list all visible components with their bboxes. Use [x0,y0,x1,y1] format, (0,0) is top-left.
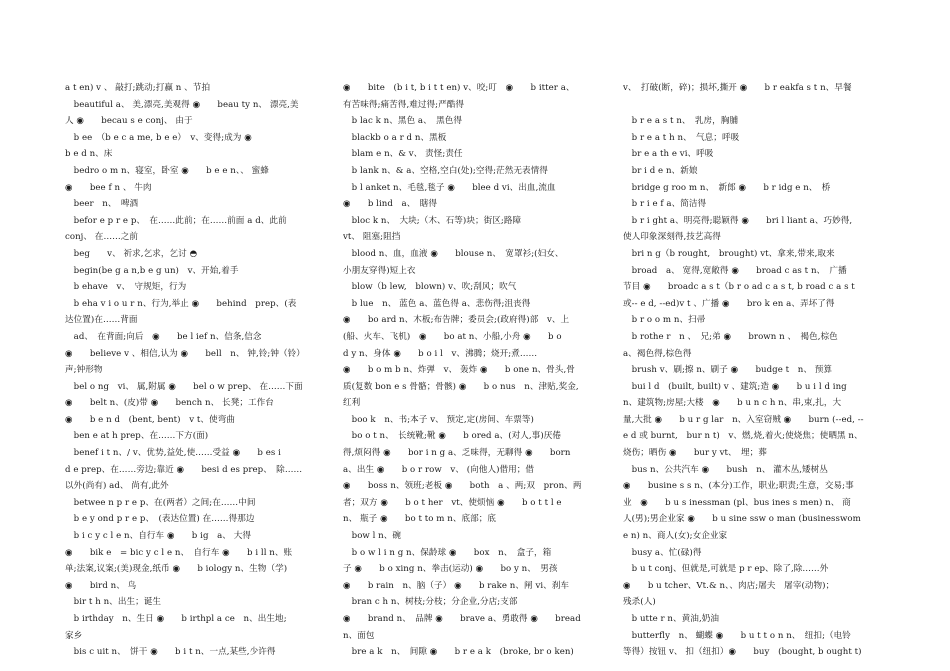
text-line: bow l n、碗 [343,531,402,542]
text-line: blackb o a r d n、黑板 [343,132,447,143]
text-line: begin(be g a n,b e g un) v、开始,着手 [65,265,239,276]
text-line: 声;钟形物 [65,365,103,376]
text-line: ◉ b o m b n、炸弹 v、 轰炸 ◉ b one n、骨头,骨 [343,365,575,376]
text-line: b r e a t h n、 气息；呼吸 [623,132,740,143]
text-line: b i c y c l e n、自行车 ◉ b ig a、 大得 [65,531,252,542]
text-line: bre a k n、 间隙 ◉ b r e a k (broke, br o ken) [343,647,574,658]
text-line: ◉ busine s s n、(本分)工作，职业;职责;生意，交易;事 [623,481,854,492]
text-line: v、 打破(断，碎)；损坏,撕开 ◉ b r eakfa s t n、早餐 [623,83,852,93]
text-line: b lank n、& a、空格,空白(处);空得;茫然无表情得 [343,165,548,176]
text-line: b eha v i o u r n、行为,举止 ◉ behind prep、(表 [65,298,297,309]
text-line: 家乡 [65,630,83,641]
text-line: beg v、 祈求,乞求，乞讨 ◓ [65,248,198,259]
text-line: b r o o m n、扫帚 [623,315,706,326]
text-line: 业 ◉ b u s inessman (pl、bus ines s men) n、 商 [623,497,851,508]
column-middle [343,80,605,661]
text-line: bloc k n、 大块;（木、石等)块；街区;路障 [343,215,522,226]
text-line: ◉ b lind a、 瞎得 [343,199,437,210]
text-line: 以外(尚有) ad、 尚有,此外 [65,481,169,492]
text-line: (船、火车、飞机) ◉ bo at n、小船,小舟 ◉ b o [343,331,562,342]
text-line: ◉ boss n、领班;老板 ◉ both a 、两;双 pron、两 [343,481,582,492]
text-line: 子 ◉ b o xing n、拳击(运动) ◉ bo y n、 男孩 [343,564,558,575]
text-line: bui l d (built, built) v 、建筑;造 ◉ b u i l d ing [623,381,847,392]
text-line: ◉ b u tcher、Vt.& n、、肉店;屠夫 屠宰(动物)； [623,580,835,591]
text-line: 得,烦闷得 ◉ bor i n g a、乏味得，无聊得 ◉ born [343,448,571,459]
text-line: bedro o m n、寝室，卧室 ◉ b e e n、、 蜜蜂 [65,165,269,176]
text-line: bo o t n、 长统靴;靴 ◉ b ored a、(对人,事)厌倦 [343,431,562,442]
text-line: ad、 在背面;向后 ◉ be l ief n、信条,信念 [65,331,262,342]
text-line: blam e n、& v、 责怪;责任 [343,149,463,160]
text-line: blow（b lew, blown) v、吹;刮风；吹气 [343,282,517,293]
text-line: ◉ bik e = bic y c l e n、 自行车 ◉ b i ll n、账 [65,547,293,558]
text-line: 节目 ◉ broadc a s t（b r o ad c a s t, b road c a s t [623,282,855,293]
text-line: a、褐色得,棕色得 [623,348,692,359]
text-line: b ee （b e c a me, b e e） v、变得;成为 ◉ [65,132,252,143]
text-line: 者；双方 ◉ b o t her vt、使烦恼 ◉ b o t t l e [343,497,562,508]
text-line: butterfly n、 蝴蝶 ◉ b u t t o n n、 纽扣;（电铃 [623,630,851,641]
text-line: b lue n、 蓝色 a、蓝色得 a、悲伤得;沮丧得 [343,298,531,309]
text-line: d y n、身体 ◉ b o i l v、沸腾；烧开;煮…… [343,348,538,359]
text-line: 使人印象深刻得,技艺高得 [623,232,721,243]
text-line: conj、 在……之前 [65,232,139,243]
text-line: bri n g（b rought, brought) vt、拿来,带来,取来 [623,248,835,259]
text-line [623,97,885,114]
text-line: n、面包 [343,630,375,641]
text-line: b e y ond p r e p、 (表达位置) 在……得那边 [65,514,255,525]
text-line: n、 瓶子 ◉ bo t to m n、底部；底 [343,514,497,525]
text-line: b e d n、床 [65,149,113,160]
text-line: ◉ bee f n 、 牛肉 [65,182,152,193]
text-line: b r e a s t n、 乳房，胸脯 [623,116,739,127]
text-line: betwee n p r e p、在(两者）之间;在……中间 [65,497,256,508]
text-line: ◉ b e n d (bent, bent) v t、使弯曲 [65,414,235,425]
text-line: b r i e f a、简洁得 [623,199,707,210]
text-line: ◉ bird n、 鸟 [65,580,137,591]
text-line: 人 ◉ becau s e conj、 由于 [65,116,193,127]
text-line: b lac k n、黑色 a、 黑色得 [343,116,463,127]
text-line: 小朋友穿得)短上衣 [343,265,416,276]
text-line: ben e at h prep、在……下方(面) [65,431,209,442]
text-line: b u t conj、但就是,可就是 p r ep、除了,除……外 [623,564,829,575]
text-line: b l anket n、毛毯,毯子 ◉ blee d vi、出血,流血 [343,182,556,193]
text-line: d e prep、在……旁边;靠近 ◉ besi d es prep、 除…… [65,464,303,475]
text-line: busy a、忙(碌)得 [623,547,702,558]
text-line: br e a th e vi、呼吸 [623,149,714,160]
text-line: blood n、血，血液 ◉ blouse n、 宽罩衫;(妇女、 [343,248,564,259]
text-line: e d 或 burnt, bur n t) v、燃,烧,着火;使烧焦；使晒黑 n、 [623,431,863,442]
text-line: 人(男);男企业家 ◉ b u sine ssw o man (businesswom [623,514,861,525]
text-line: benef i t n、/ v、优势,益处,使……受益 ◉ b es i [65,448,281,459]
text-line: brush v、刷;擦 n、刷子 ◉ budge t n、 预算 [623,365,833,376]
text-line: 单;法案,议案;(美)现金,纸币 ◉ b iology n、生物（学) [65,564,288,575]
text-line: bel o ng vi、 属,附属 ◉ bel o w prep、 在……下面 [65,381,303,392]
text-line: bus n、公共汽车 ◉ bush n、 灌木丛,矮树丛 [623,464,828,475]
text-line: bran c h n、树枝;分枝；分企业,分店;支部 [343,597,518,608]
text-line: ◉ bo ard n、木板;布告牌；委员会;(政府得)部 v、上 [343,315,570,326]
text-line: 等得）按钮 v、 扣（纽扣）◉ buy (bought, b ought t) [623,647,862,658]
text-line: br i d e n、新娘 [623,165,698,176]
text-line: 红利 [343,398,361,409]
text-line: ◉ brand n、 品牌 ◉ brave a、勇敢得 ◉ bread [343,614,581,624]
text-line: e n) n、商人(女);女企业家 [623,531,728,542]
text-line: boo k n、书;本子 v、 预定,定(房间、车票等) [343,414,534,425]
text-line: b r i ght a、明亮得;聪颖得 ◉ bri l liant a、巧妙得, [623,215,853,226]
text-line: a、出生 ◉ b o r row v、 (向他人)借用；借 [343,464,535,475]
text-line: 或-- e d, --ed)v t 、广播 ◉ bro k en a、弄坏了得 [623,298,835,309]
text-line: n、建筑物;房屋;大楼 ◉ b u n c h n、串,束,扎，大 [623,398,842,409]
text-line: b irthday n、生日 ◉ b irthpl a ce n、出生地; [65,614,287,624]
text-line: 有苦味得;痛苦得,难过得;严酷得 [343,99,465,110]
text-line: ◉ belt n、(皮)带 ◉ bench n、 长凳；工作台 [65,398,274,409]
text-line: beautiful a、 美,漂亮,美观得 ◉ beau ty n、 漂亮,美 [65,99,299,110]
column-left [65,80,327,661]
text-line: ◉ bite (b i t, b i t t en) v、咬;叮 ◉ b itter a、 [343,83,575,93]
text-line: b rothe r n 、 兄;弟 ◉ brown n 、 褐色,棕色 [623,331,838,342]
text-line: 烧伤；晒伤 ◉ bur y vt、 埋；葬 [623,448,767,459]
text-line: bis c uit n、 饼干 ◉ b i t n、一点,某些,少许得 [65,647,276,658]
text-line: 量,大批 ◉ b u r g lar n、入室窃贼 ◉ burn (--ed, -- [623,414,864,425]
text-line: befor e p r e p、 在……此前；在……前面 a d、此前 [65,215,287,226]
text-line: b ehave v、 守规矩，行为 [65,282,187,293]
text-line: 质(复数 bon e s 骨骼；骨骸) ◉ b o nus n、津贴,奖金, [343,381,579,392]
text-line: a t en) v 、 敲打;跳动;打赢 n 、节拍 [65,83,211,93]
text-line: 残杀(人) [623,597,656,608]
text-line: bir t h n、出生；诞生 [65,597,162,608]
text-line: vt、 阻塞;阻挡 [343,232,401,243]
text-line: broad a、 宽得,宽敞得 ◉ broad c as t n、 广播 [623,265,847,276]
text-line: ◉ b rain n、脑（子） ◉ b rake n、闸 vi、刹车 [343,580,570,591]
text-line: b utte r n、黄油,奶油 [623,614,720,624]
text-line: beer n、 啤酒 [65,199,139,210]
text-line: bridge g roo m n、 新郎 ◉ b r idg e n、 桥 [623,182,831,193]
column-right [623,80,885,661]
text-line: ◉ believe v 、相信,认为 ◉ bell n、 钟,铃;钟（铃） [65,348,305,359]
text-line: b o w l i n g n、保龄球 ◉ box n、 盒子，箱 [343,547,552,558]
text-line: 达位置)在……背面 [65,315,138,326]
